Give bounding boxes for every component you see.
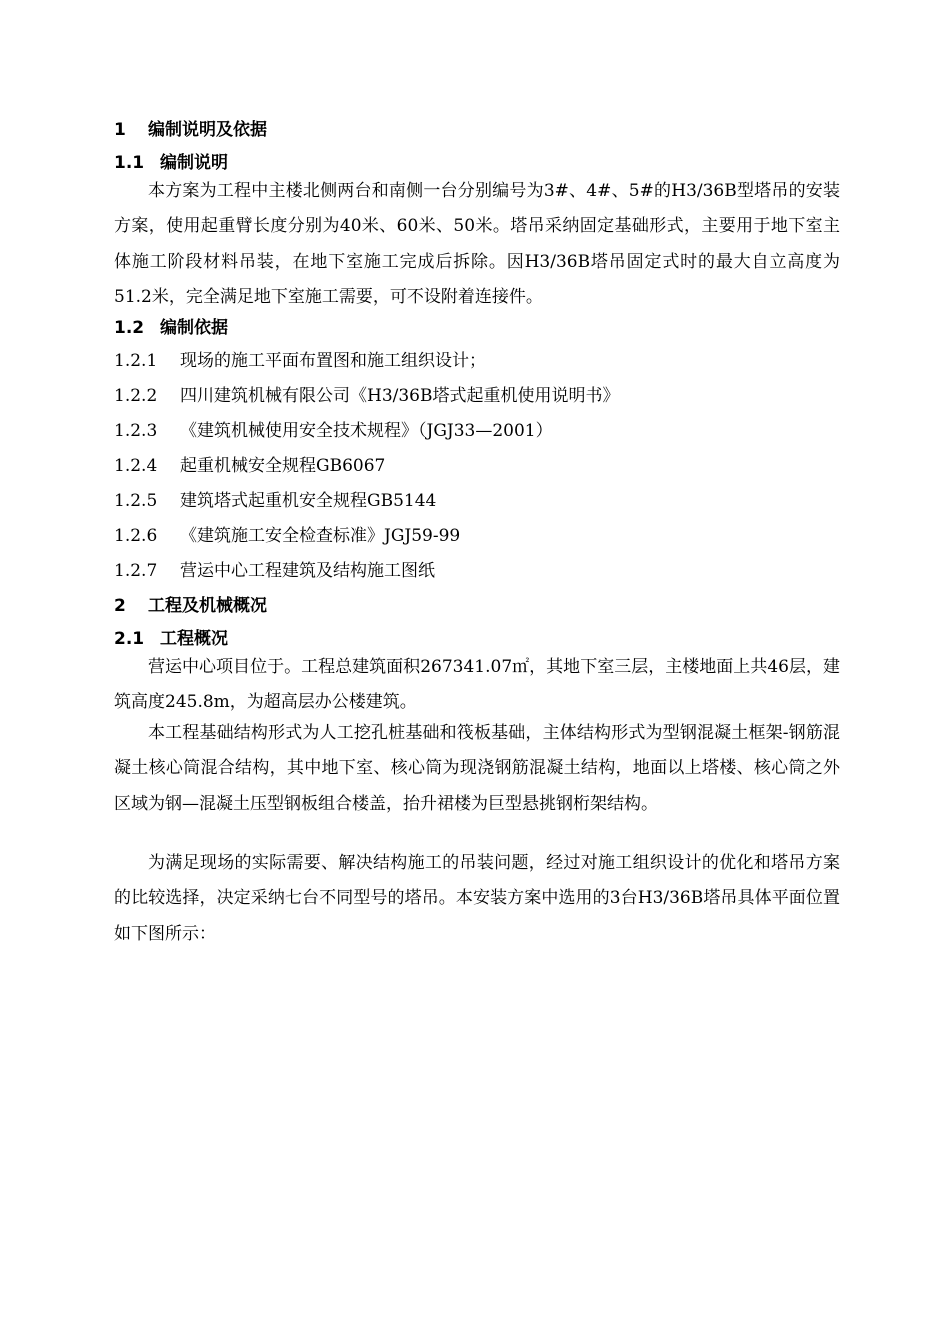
section-1-2-heading bbox=[114, 313, 228, 338]
reference-item bbox=[114, 381, 620, 406]
item-text: 《建筑机械使用安全技术规程》（JGJ33—2001） bbox=[180, 421, 553, 441]
item-number: 1.2.1 bbox=[114, 351, 158, 371]
section-number: 1 bbox=[114, 120, 126, 140]
reference-item bbox=[114, 416, 553, 441]
reference-item bbox=[114, 521, 460, 546]
item-text: 建筑塔式起重机安全规程GB5144 bbox=[180, 491, 437, 511]
section-2-1-paragraph-3: 为满足现场的实际需要、解决结构施工的吊装问题，经过对施工组织设计的优化和塔吊方案的比较选择，决定采纳七台不同型号的塔吊。本安装方案中选用的3台H3/36B塔吊具体平面位置如下图所示： bbox=[114, 853, 840, 944]
item-number: 1.2.3 bbox=[114, 421, 158, 441]
section-1-heading bbox=[114, 115, 267, 140]
subsection-title: 编制依据 bbox=[160, 318, 228, 338]
subsection-number: 2.1 bbox=[114, 629, 145, 649]
reference-item bbox=[114, 486, 436, 511]
item-text: 四川建筑机械有限公司《H3/36B塔式起重机使用说明书》 bbox=[180, 386, 620, 406]
item-text: 营运中心工程建筑及结构施工图纸 bbox=[180, 561, 435, 581]
section-title: 工程及机械概况 bbox=[148, 596, 267, 616]
section-title: 编制说明及依据 bbox=[148, 120, 267, 140]
subsection-title: 编制说明 bbox=[160, 153, 228, 173]
subsection-title: 工程概况 bbox=[160, 629, 228, 649]
subsection-number: 1.2 bbox=[114, 318, 145, 338]
item-text: 起重机械安全规程GB6067 bbox=[180, 456, 386, 476]
section-2-1-paragraph-1: 营运中心项目位于。工程总建筑面积267341.07㎡，其地下室三层，主楼地面上共46层，建筑高度245.8m，为超高层办公楼建筑。 bbox=[114, 657, 840, 713]
item-text: 现场的施工平面布置图和施工组织设计； bbox=[180, 351, 486, 371]
section-1-1-heading bbox=[114, 148, 228, 173]
item-number: 1.2.5 bbox=[114, 491, 158, 511]
reference-item bbox=[114, 451, 385, 476]
item-text: 《建筑施工安全检查标准》JGJ59-99 bbox=[180, 526, 461, 546]
section-2-heading bbox=[114, 591, 267, 616]
item-number: 1.2.4 bbox=[114, 456, 158, 476]
reference-item bbox=[114, 556, 435, 581]
section-2-1-heading bbox=[114, 624, 228, 649]
reference-item bbox=[114, 346, 486, 371]
section-number: 2 bbox=[114, 596, 126, 616]
section-2-1-paragraph-2: 本工程基础结构形式为人工挖孔桩基础和筏板基础，主体结构形式为型钢混凝土框架-钢筋混凝土核心筒混合结构，其中地下室、核心筒为现浇钢筋混凝土结构，地面以上塔楼、核心筒之外区域为钢—混凝土压型钢板组合楼盖，抬升裙楼为巨型悬挑钢桁架结构。 bbox=[114, 723, 840, 814]
item-number: 1.2.2 bbox=[114, 386, 158, 406]
section-1-1-paragraph: 本方案为工程中主楼北侧两台和南侧一台分别编号为3#、4#、5#的H3/36B型塔吊的安装方案，使用起重臂长度分别为40米、60米、50米。塔吊采纳固定基础形式，主要用于地下室主体施工阶段材料吊装，在地下室施工完成后拆除。因H3/36B塔吊固定式时的最大自立高度为51.2米，完全满足地下室施工需要，可不设附着连接件。 bbox=[114, 181, 840, 308]
subsection-number: 1.1 bbox=[114, 153, 145, 173]
item-number: 1.2.7 bbox=[114, 561, 158, 581]
item-number: 1.2.6 bbox=[114, 526, 158, 546]
